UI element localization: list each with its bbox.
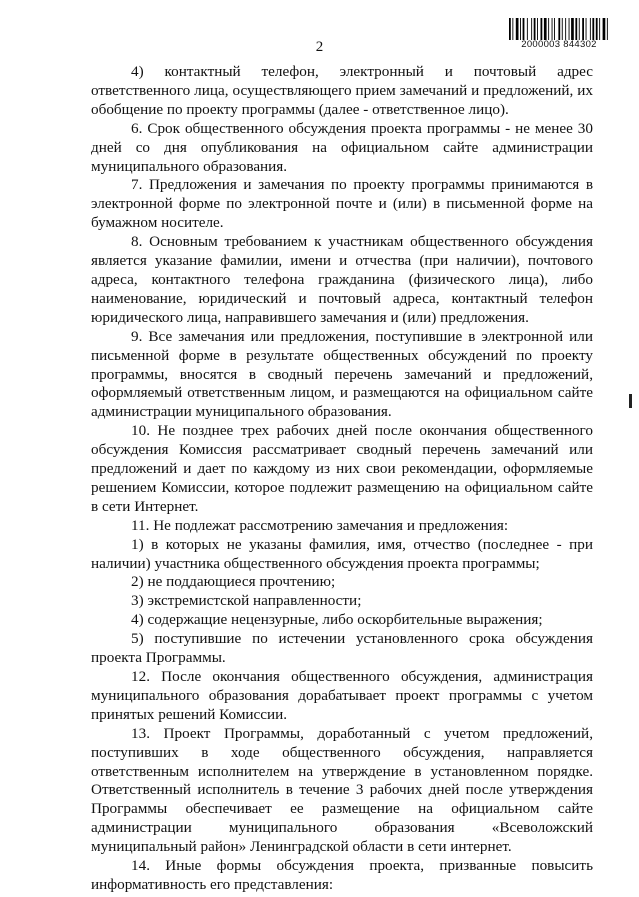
barcode-bar [523, 18, 525, 40]
paragraph: 10. Не позднее трех рабочих дней после окончания общественного обсуждения Комиссия рассматривает сводный перечень замечаний или предложений и дает по каждому из них свои рекомендации, оформляемые решением Комиссии, которое подлежит размещению на официальном сайте в сети Интернет. [91, 422, 593, 515]
barcode-bar [537, 18, 538, 40]
barcode-bar [509, 18, 511, 40]
page-number: 2 [315, 39, 324, 55]
barcode-bar [599, 18, 600, 40]
barcode-bar [562, 18, 563, 40]
paragraph: 8. Основным требованием к участникам общественного обсуждения является указание фамилии, имени и отчества (при наличии), почтового адреса, контактного телефона гражданина (физического лица), либо наименование, юридический и почтовый адреса, контактный телефон юридического лица, направившего замечания и (или) предложения. [91, 233, 593, 326]
paragraph: 9. Все замечания или предложения, поступившие в электронной или письменной форме в результате общественных обсуждений по проекту программы, вносятся в сводный перечень замечаний и предложений, оформляемый ответственным лицом, и размещаются на официальном сайте администрации муниципального образования. [91, 327, 593, 421]
barcode-bar [565, 18, 566, 40]
barcode-bar [575, 18, 577, 40]
barcode-number: 2000003 844302 [521, 39, 597, 50]
barcode-bar [512, 18, 513, 40]
paragraph: 4) контактный телефон, электронный и почтовый адрес ответственного лица, осуществляющего прием замечаний и предложений, их обобщение по проекту программы (далее - ответственное лицо). [91, 63, 593, 118]
paragraph: 3) экстремистской направленности; [131, 592, 362, 610]
barcode-bar [554, 18, 555, 40]
paragraph: 14. Иные формы обсуждения проекта, призванные повысить информативность его представления: [91, 857, 593, 893]
paragraph: 2) не поддающиеся прочтению; [131, 573, 336, 591]
paragraph: 1) в которых не указаны фамилия, имя, отчество (последнее - при наличии) участника общественного обсуждения проекта программы; [91, 535, 593, 572]
barcode-bar [586, 18, 587, 40]
barcode [508, 18, 610, 50]
barcode-bar [541, 18, 543, 40]
barcode-bar [582, 18, 584, 40]
paragraph: 7. Предложения и замечания по проекту программы принимаются в электронной форме по электронной почте и (или) в письменной форме на бумажном носителе. [91, 176, 593, 232]
barcode-bars [508, 18, 610, 40]
barcode-bar [552, 18, 553, 40]
barcode-bar [569, 18, 570, 40]
barcode-bar [534, 18, 536, 40]
barcode-bar [558, 18, 560, 40]
paragraph: 13. Проект Программы, доработанный с учетом предложений, поступивших в ходе общественного обсуждения, направляется ответственным исполнителем на утверждение в установленном порядке. Ответственный исполнитель в течение 3 рабочих дней после утверждения Программы обеспечивает ее размещение на официальном сайте администрации муниципального образования «Всеволожский муниципальный район» Ленинградской области в сети интернет. [91, 724, 593, 856]
barcode-bar [607, 18, 608, 40]
barcode-bar [516, 18, 519, 40]
barcode-bar [571, 18, 574, 40]
barcode-bar [544, 18, 547, 40]
barcode-bar [590, 18, 591, 40]
document-body [91, 63, 593, 895]
barcode-bar [579, 18, 580, 40]
scan-edge-mark [629, 394, 632, 408]
barcode-bar [531, 18, 532, 40]
paragraph: 11. Не подлежат рассмотрению замечания и предложения: [131, 516, 509, 534]
paragraph: 12. После окончания общественного обсуждения, администрация муниципального образования дорабатывает проект программы с учетом принятых решений Комиссии. [91, 668, 593, 723]
paragraph: 4) содержащие нецензурные, либо оскорбительные выражения; [131, 611, 543, 629]
barcode-bar [520, 18, 521, 40]
paragraph: 6. Срок общественного обсуждения проекта программы - не менее 30 дней со дня опубликования на официальном сайте администрации муниципального образования. [91, 119, 593, 175]
barcode-bar [527, 18, 528, 40]
barcode-bar [603, 18, 606, 40]
paragraph: 5) поступившие по истечении установленного срока обсуждения проекта Программы. [91, 630, 593, 667]
barcode-bar [548, 18, 549, 40]
barcode-bar [592, 18, 594, 40]
barcode-bar [596, 18, 598, 40]
